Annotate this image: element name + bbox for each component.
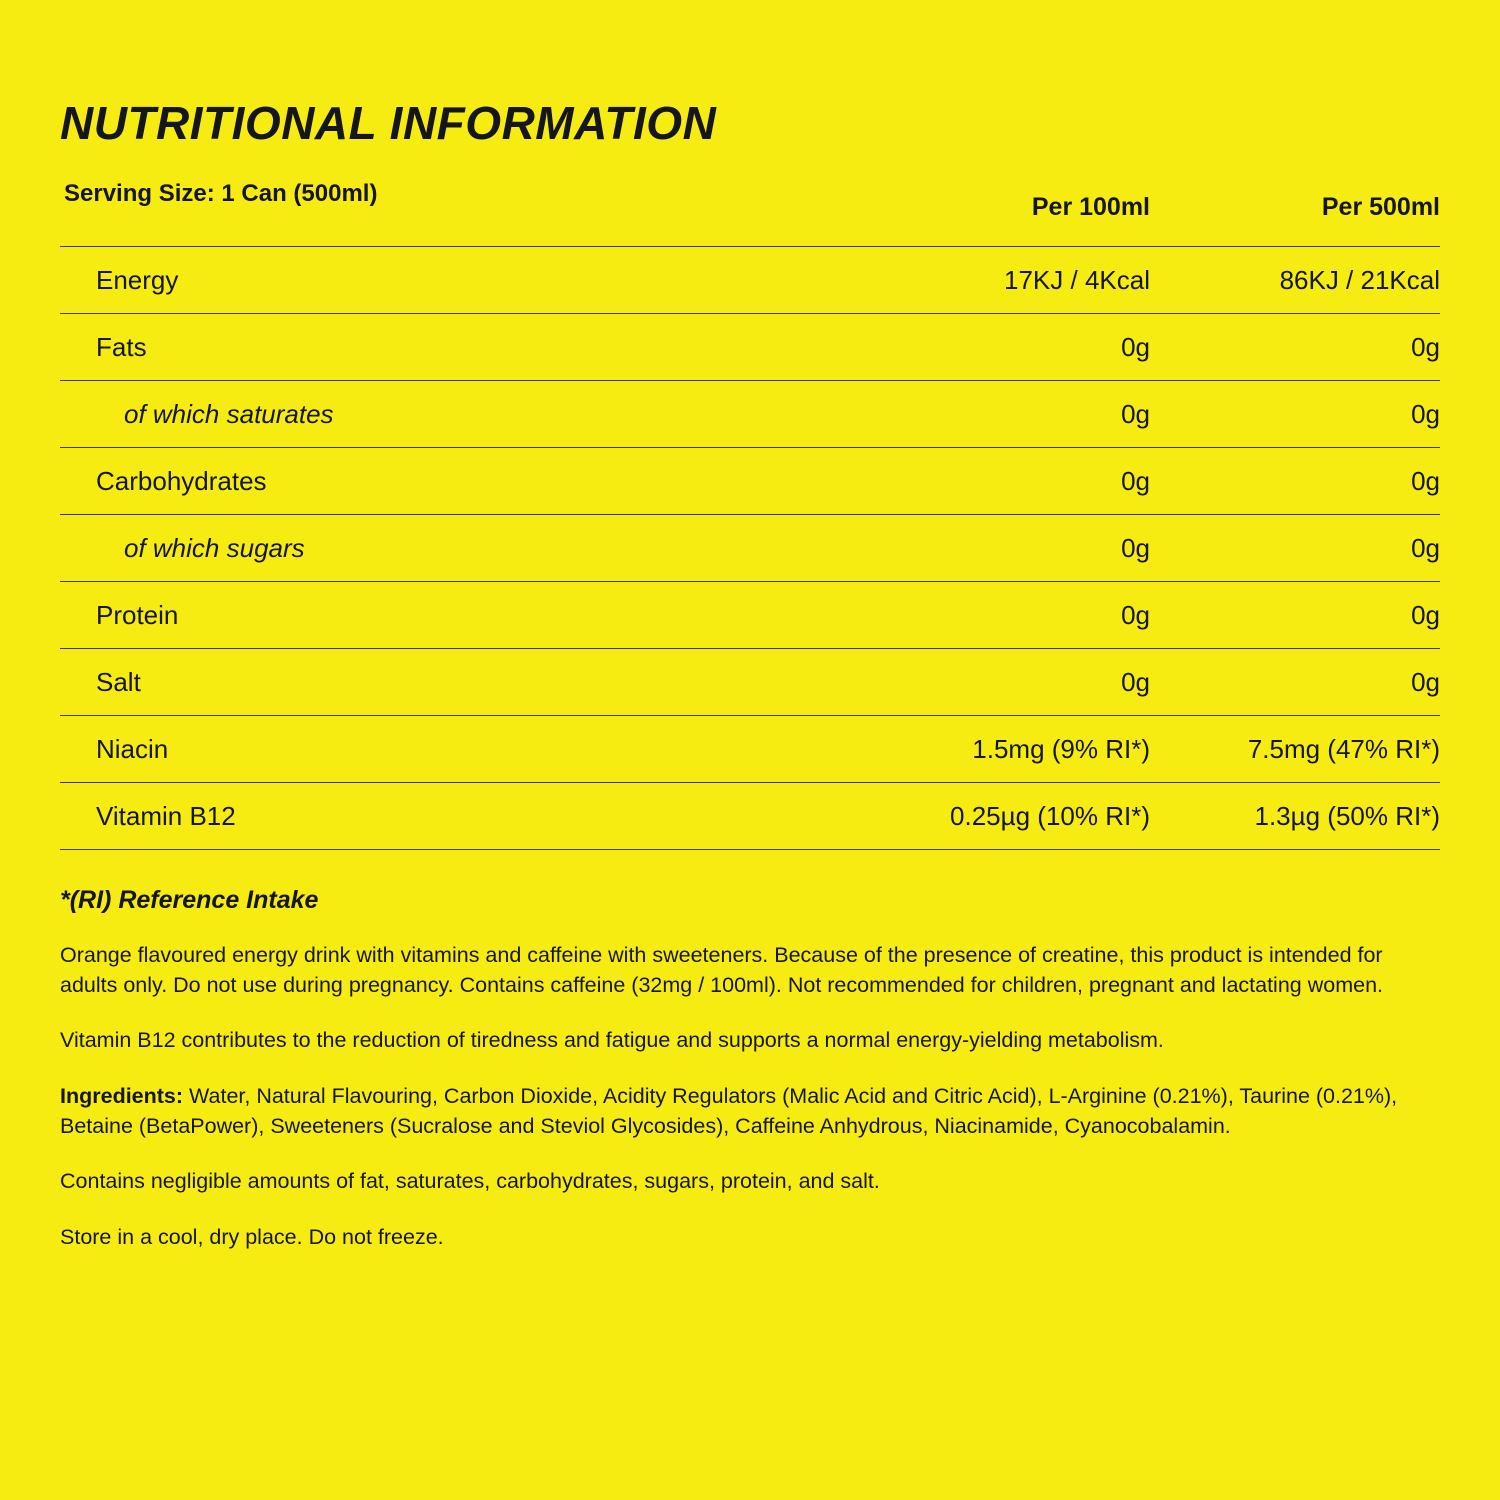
storage-instructions: Store in a cool, dry place. Do not freeze. bbox=[60, 1224, 444, 1249]
row-label: Protein bbox=[60, 582, 850, 649]
nutrition-table-body bbox=[60, 247, 1440, 850]
column-header-per-100ml: Per 100ml bbox=[1031, 192, 1150, 221]
table-bottom-rule bbox=[60, 849, 1440, 850]
row-label: Niacin bbox=[60, 716, 850, 783]
table-row bbox=[60, 515, 1440, 582]
row-value-per-100ml: 0.25µg (10% RI*) bbox=[850, 783, 1150, 850]
row-value-per-100ml: 0g bbox=[850, 649, 1150, 716]
reference-intake-note: *(RI) Reference Intake bbox=[60, 886, 319, 914]
table-row bbox=[60, 716, 1440, 783]
row-value-per-100ml: 17KJ / 4Kcal bbox=[850, 247, 1150, 314]
table-row bbox=[60, 582, 1440, 649]
serving-size-label: Serving Size: 1 Can (500ml) bbox=[64, 180, 378, 207]
table-header-row bbox=[60, 176, 1440, 247]
ingredients-label: Ingredients: bbox=[60, 1083, 184, 1108]
negligible-amounts-note: Contains negligible amounts of fat, saturates, carbohydrates, sugars, protein, and salt. bbox=[60, 1169, 880, 1194]
ingredients-paragraph bbox=[60, 1082, 1430, 1141]
row-value-per-500ml: 1.3µg (50% RI*) bbox=[1150, 783, 1440, 850]
row-label: of which saturates bbox=[60, 381, 850, 448]
ingredients-text: Water, Natural Flavouring, Carbon Dioxide, Acidity Regulators (Malic Acid and Citric Acid), L-Arginine (0.21%), Taurine (0.21%), Betaine (BetaPower), Sweeteners (Sucralose and Steviol Glycosides), Caffeine Anhydrous, Niacinamide, Cyanocobalamin. bbox=[60, 1083, 1398, 1138]
row-value-per-100ml: 0g bbox=[850, 448, 1150, 515]
row-label: Salt bbox=[60, 649, 850, 716]
column-header-per-500ml: Per 500ml bbox=[1321, 192, 1440, 221]
row-label: Carbohydrates bbox=[60, 448, 850, 515]
row-value-per-100ml: 1.5mg (9% RI*) bbox=[850, 716, 1150, 783]
row-label: of which sugars bbox=[60, 515, 850, 582]
row-value-per-100ml: 0g bbox=[850, 515, 1150, 582]
row-value-per-500ml: 0g bbox=[1150, 582, 1440, 649]
row-value-per-500ml: 7.5mg (47% RI*) bbox=[1150, 716, 1440, 783]
table-row bbox=[60, 381, 1440, 448]
page-title: NUTRITIONAL INFORMATION bbox=[60, 97, 717, 149]
row-value-per-500ml: 0g bbox=[1150, 314, 1440, 381]
row-value-per-100ml: 0g bbox=[850, 314, 1150, 381]
row-value-per-500ml: 86KJ / 21Kcal bbox=[1150, 247, 1440, 314]
nutrition-table bbox=[60, 176, 1440, 849]
vitamin-b12-claim: Vitamin B12 contributes to the reduction of tiredness and fatigue and supports a normal energy-yielding metabolism. bbox=[60, 1028, 1164, 1053]
row-value-per-500ml: 0g bbox=[1150, 515, 1440, 582]
table-row bbox=[60, 649, 1440, 716]
row-value-per-500ml: 0g bbox=[1150, 381, 1440, 448]
table-row bbox=[60, 247, 1440, 314]
table-row bbox=[60, 783, 1440, 850]
table-row bbox=[60, 314, 1440, 381]
row-value-per-100ml: 0g bbox=[850, 582, 1150, 649]
row-label: Fats bbox=[60, 314, 850, 381]
product-description: Orange flavoured energy drink with vitamins and caffeine with sweeteners. Because of the presence of creatine, this product is intended for adults only. Do not use during pregnancy. Contains caffeine (32mg / 100ml). Not recommended for children, pregnant and lactating women. bbox=[60, 943, 1383, 997]
row-value-per-100ml: 0g bbox=[850, 381, 1150, 448]
row-value-per-500ml: 0g bbox=[1150, 448, 1440, 515]
row-label: Energy bbox=[60, 247, 850, 314]
table-row bbox=[60, 448, 1440, 515]
row-label: Vitamin B12 bbox=[60, 783, 850, 850]
row-value-per-500ml: 0g bbox=[1150, 649, 1440, 716]
